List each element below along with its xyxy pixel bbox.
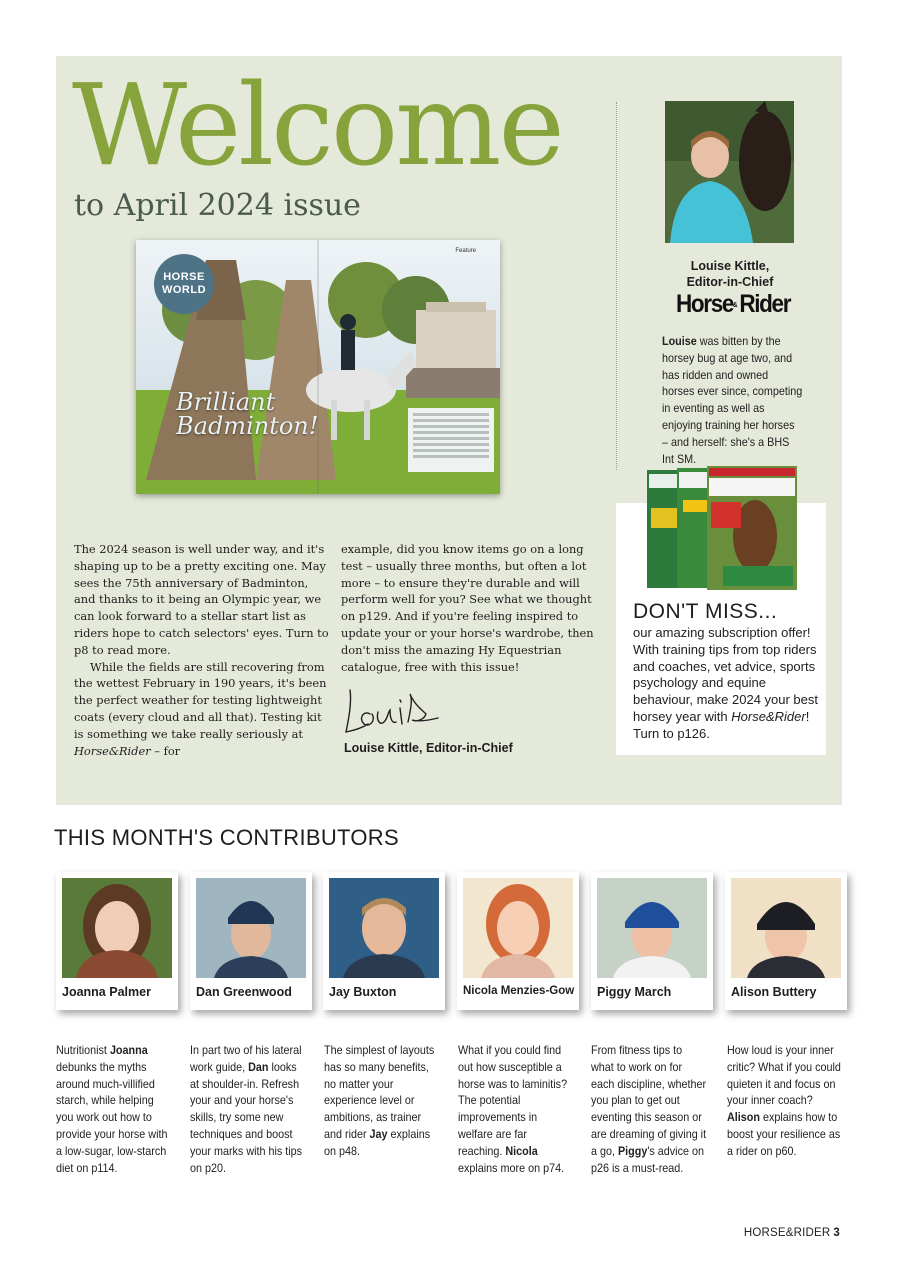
magazine-spread-image bbox=[136, 240, 500, 494]
letter-column-2 bbox=[341, 541, 597, 675]
editor-role-line: Editor-in-Chief bbox=[686, 275, 774, 289]
contributor-photo bbox=[463, 878, 573, 978]
editor-bio-name: Louise bbox=[662, 335, 697, 348]
contributor-name: Dan Greenwood bbox=[196, 985, 292, 999]
headline-line-2: Badminton! bbox=[176, 412, 319, 440]
spread-text-block bbox=[408, 408, 494, 472]
contributor-bio bbox=[190, 1043, 305, 1177]
dont-miss-title: DON'T MISS... bbox=[633, 600, 778, 623]
contributor-photo bbox=[329, 878, 439, 978]
contributor-card bbox=[56, 872, 178, 1010]
bio-text: 's advice on p26 is a must-read. bbox=[591, 1144, 704, 1175]
contributor-photo bbox=[62, 878, 172, 978]
bio-text: From fitness tips to what to work on for each discipline, whether you plan to get out eventing this season or are dreaming of giving it a go, bbox=[591, 1044, 707, 1158]
contributor-name: Joanna Palmer bbox=[62, 985, 151, 999]
contributor-bio bbox=[591, 1043, 706, 1177]
bio-text: Nutritionist bbox=[56, 1044, 110, 1057]
letter-p2-italic: Horse&Rider bbox=[74, 743, 151, 758]
logo-and: & bbox=[733, 301, 738, 309]
letter-column-1 bbox=[74, 541, 330, 759]
contributor-name: Piggy March bbox=[597, 985, 672, 999]
dont-miss-body bbox=[633, 625, 823, 743]
editor-name bbox=[660, 258, 800, 290]
bio-text: The simplest of layouts has so many benefits, no matter your experience level or ambitions, as trainer and rider bbox=[324, 1044, 435, 1141]
contributors-heading: THIS MONTH'S CONTRIBUTORS bbox=[54, 825, 399, 850]
bio-text: In part two of his lateral work guide, bbox=[190, 1044, 302, 1074]
letter-p2-start: While the fields are still recovering from the wettest February in 190 years, it's been the perfect weather for testing lightweight coats (every cloud and all that). Testing kit is something we take really seriously at bbox=[74, 659, 327, 741]
bio-name: Dan bbox=[248, 1060, 269, 1074]
editor-bio bbox=[662, 334, 803, 468]
letter-paragraph-3: example, did you know items go on a long test – usually three months, but often a lot more – to ensure they're durable and will perform well for you? See what we thought on p129. And if you're feeling inspired to update your or your horse's wardrobe, then don't miss the amazing Hy Equestrian catalogue, free with this issue! bbox=[341, 542, 594, 674]
logo-horse: Horse bbox=[676, 290, 734, 318]
contributor-name: Nicola Menzies-Gow bbox=[463, 985, 575, 997]
spread-headline bbox=[176, 390, 318, 438]
horse-world-badge bbox=[154, 254, 214, 314]
bio-text: debunks the myths around much-villified starch, while helping you work out how to provide your horse with a low-sugar, low-starch diet on p114. bbox=[56, 1060, 168, 1175]
bio-text: looks at shoulder-in. Refresh your and your horse's skills, try some new techniques and boost your marks with his tips on p20. bbox=[190, 1060, 303, 1175]
contributor-bio bbox=[324, 1043, 439, 1161]
bio-text: explains on p48. bbox=[324, 1127, 431, 1158]
contributor-bio bbox=[727, 1043, 842, 1161]
bio-name: Alison bbox=[727, 1111, 760, 1125]
bio-text: explains more on p74. bbox=[458, 1161, 565, 1175]
contributor-bio bbox=[458, 1043, 573, 1177]
editor-signature bbox=[342, 684, 442, 740]
contributor-card bbox=[725, 872, 847, 1010]
badge-line-1: HORSE bbox=[163, 271, 205, 283]
dont-miss-text: our amazing subscription offer! With training tips from top riders and coaches, vet advice, sports psychology and equine behaviour, make 2024 your best horsey year with bbox=[633, 625, 819, 724]
editor-bio-text: was bitten by the horsey bug at age two, and has ridden and owned horses ever since, competing in eventing as well as enjoying training her horses – and herself: she's a BHS Int SM. bbox=[662, 335, 803, 466]
editor-name-line: Louise Kittle, bbox=[690, 259, 770, 273]
letter-signoff: Louise Kittle, Editor-in-Chief bbox=[344, 741, 513, 755]
folio-brand: HORSE&RIDER bbox=[743, 1227, 831, 1239]
contributor-card bbox=[591, 872, 713, 1010]
bio-text: What if you could find out how susceptible a horse was to laminitis? The potential improvements in welfare are far reaching. bbox=[458, 1044, 568, 1158]
bio-text: explains how to boost your resilience as a rider on p60. bbox=[727, 1111, 841, 1158]
logo-rider: Rider bbox=[739, 290, 791, 318]
dont-miss-end: ! Turn to p126. bbox=[633, 708, 810, 741]
column-divider bbox=[616, 102, 617, 470]
bio-text: How loud is your inner critic? What if you could quieten it and focus on your inner coach? bbox=[727, 1044, 841, 1108]
bio-name: Piggy bbox=[617, 1144, 648, 1158]
letter-paragraph-1: The 2024 season is well under way, and it's shaping up to be a pretty exciting one. May sees the 75th anniversary of Badminton, and thanks to it being an Olympic year, we can look forward to a stellar start list as riders hope to catch selectors' eyes. Turn to p8 to read more. bbox=[74, 542, 329, 657]
letter-p2-end: – for bbox=[150, 743, 181, 758]
dont-miss-italic: Horse&Rider bbox=[731, 708, 806, 724]
contributor-photo bbox=[597, 878, 707, 978]
contributor-card bbox=[457, 872, 579, 1010]
badge-line-2: WORLD bbox=[161, 284, 207, 296]
page-number: 3 bbox=[833, 1227, 840, 1239]
letter-paragraph-2 bbox=[74, 659, 330, 760]
contributor-bio bbox=[56, 1043, 171, 1177]
bio-name: Joanna bbox=[109, 1044, 148, 1057]
contributor-name: Alison Buttery bbox=[731, 985, 817, 999]
contributor-card bbox=[190, 872, 312, 1010]
bio-name: Nicola bbox=[505, 1144, 538, 1158]
issue-subtitle: to April 2024 issue bbox=[74, 188, 361, 223]
headline-line-1: Brilliant bbox=[176, 388, 276, 416]
welcome-title: Welcome bbox=[72, 61, 562, 191]
contributor-photo bbox=[731, 878, 841, 978]
horse-and-rider-logo bbox=[676, 290, 791, 319]
contributor-photo bbox=[196, 878, 306, 978]
bio-name: Jay bbox=[369, 1127, 388, 1141]
contributor-card bbox=[323, 872, 445, 1010]
contributor-name: Jay Buxton bbox=[329, 985, 397, 999]
magazine-covers-image bbox=[647, 466, 797, 590]
editor-photo bbox=[665, 101, 794, 243]
spread-tag: Feature bbox=[455, 248, 476, 254]
page-folio bbox=[744, 1227, 840, 1239]
